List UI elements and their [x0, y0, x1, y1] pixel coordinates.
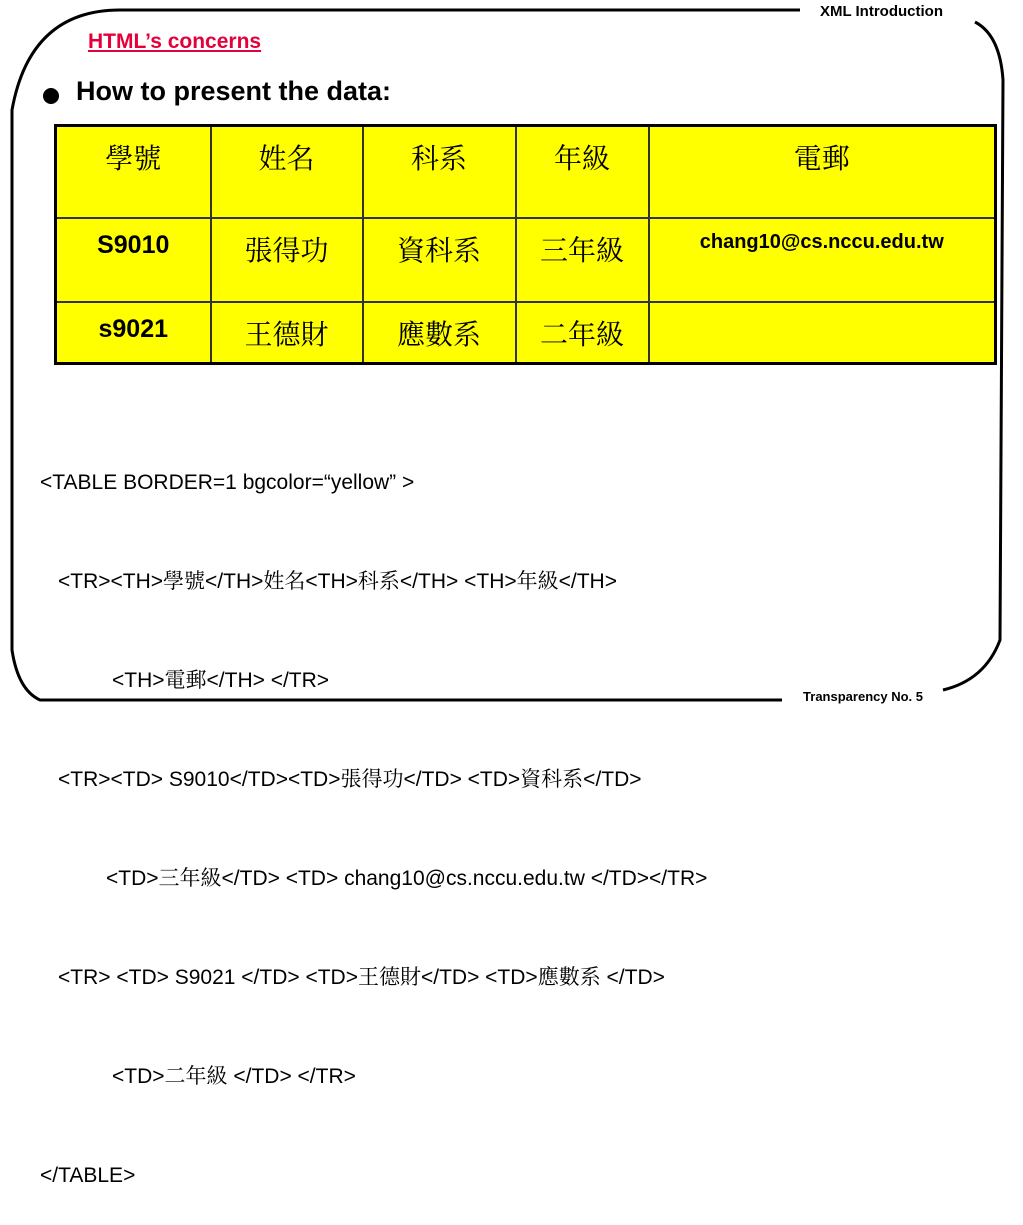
code-line: <TD>三年級</TD> <TD> chang10@cs.nccu.edu.tw </TD></TR>: [106, 867, 708, 890]
html-code-block: [40, 400, 707, 1225]
table-cell: 應數系: [363, 302, 516, 364]
table-header-cell: 電郵: [649, 126, 996, 218]
table-row: [56, 302, 996, 364]
table-header-cell: 科系: [363, 126, 516, 218]
table-cell-email: chang10@cs.nccu.edu.tw: [649, 218, 996, 302]
table-cell: 二年級: [516, 302, 649, 364]
code-line: </TABLE>: [40, 1164, 136, 1187]
table-header-row: [56, 126, 996, 218]
code-line: <TABLE BORDER=1 bgcolor=“yellow” >: [40, 471, 415, 494]
student-table: [54, 124, 997, 365]
table-header-cell: 學號: [56, 126, 211, 218]
footer-title: Transparency No. 5: [799, 689, 927, 704]
code-line: <TD>二年級 </TD> </TR>: [112, 1065, 356, 1088]
code-line: <TR><TH>學號</TH>姓名<TH>科系</TH> <TH>年級</TH>: [58, 570, 617, 593]
table-row: [56, 218, 996, 302]
table-cell-id: S9010: [56, 218, 211, 302]
code-line: <TR> <TD> S9021 </TD> <TD>王德財</TD> <TD>應數系 </TD>: [58, 966, 665, 989]
table-header-cell: 年級: [516, 126, 649, 218]
section-heading: HTML’s concerns: [88, 30, 262, 53]
bullet-text: How to present the data:: [76, 76, 392, 106]
table-cell: 王德財: [211, 302, 363, 364]
code-line: <TH>電郵</TH> </TR>: [112, 669, 330, 692]
table-cell-email: [649, 302, 996, 364]
table-cell-id: s9021: [56, 302, 211, 364]
table-header-cell: 姓名: [211, 126, 363, 218]
code-line: <TR><TD> S9010</TD><TD>張得功</TD> <TD>資科系</TD>: [58, 768, 642, 791]
header-title: XML Introduction: [816, 3, 947, 20]
table-cell: 資科系: [363, 218, 516, 302]
table-cell: 三年級: [516, 218, 649, 302]
bullet-dot-icon: [43, 88, 59, 104]
table-cell: 張得功: [211, 218, 363, 302]
